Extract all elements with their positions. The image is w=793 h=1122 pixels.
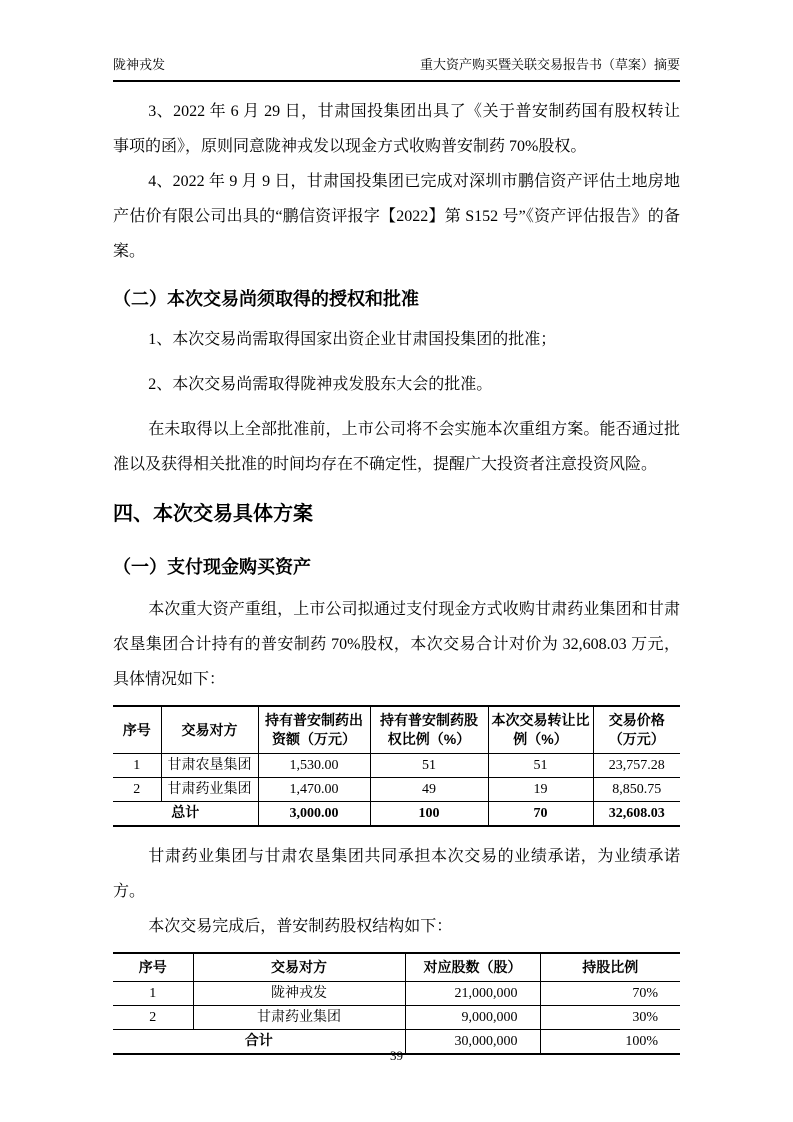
cell-counterparty: 甘肃药业集团 — [161, 778, 258, 802]
table-row — [113, 982, 680, 1006]
cell-counterparty: 陇神戎发 — [193, 982, 405, 1006]
cell-shares: 9,000,000 — [405, 1006, 540, 1030]
table-header-row — [113, 953, 680, 982]
table-shareholding-structure — [113, 952, 680, 1055]
cell-equity-ratio: 49 — [370, 778, 488, 802]
page-header — [113, 0, 680, 82]
cell-shares: 21,000,000 — [405, 982, 540, 1006]
paragraph-approval-3: 3、2022 年 6 月 29 日，甘肃国投集团出具了《关于普安制药国有股权转让事项的函》，原则同意陇神戎发以现金方式收购普安制药 70%股权。 — [113, 103, 680, 155]
paragraph-transaction-intro: 本次重大资产重组，上市公司拟通过支付现金方式收购甘肃药业集团和甘肃农垦集团合计持有的普安制药 70%股权，本次交易合计对价为 32,608.03 万元，具体情况如下： — [113, 601, 680, 688]
cell-capital: 1,470.00 — [258, 778, 370, 802]
column-header-share-ratio: 持股比例 — [540, 953, 680, 982]
column-header-price: 交易价格（万元） — [593, 706, 680, 754]
cell-total-label: 合计 — [113, 1030, 405, 1055]
cell-seq: 2 — [113, 778, 161, 802]
page-footer — [0, 1048, 793, 1064]
cell-transfer-ratio: 19 — [488, 778, 593, 802]
column-header-seq: 序号 — [113, 706, 161, 754]
column-header-transfer-ratio: 本次交易转让比例（%） — [488, 706, 593, 754]
column-header-counterparty: 交易对方 — [161, 706, 258, 754]
cell-counterparty: 甘肃药业集团 — [193, 1006, 405, 1030]
column-header-shares: 对应股数（股） — [405, 953, 540, 982]
cell-total-transfer-ratio: 70 — [488, 802, 593, 827]
cell-transfer-ratio: 51 — [488, 754, 593, 778]
cell-counterparty: 甘肃农垦集团 — [161, 754, 258, 778]
section-heading-cash-purchase: （一）支付现金购买资产 — [113, 557, 311, 577]
section-heading-authorization: （二）本次交易尚须取得的授权和批准 — [113, 289, 419, 309]
cell-total-label: 总计 — [113, 802, 258, 827]
column-header-counterparty: 交易对方 — [193, 953, 405, 982]
cell-price: 23,757.28 — [593, 754, 680, 778]
cell-total-capital: 3,000.00 — [258, 802, 370, 827]
list-item-approval-1: 1、本次交易尚需取得国家出资企业甘肃国投集团的批准； — [148, 331, 557, 348]
cell-capital: 1,530.00 — [258, 754, 370, 778]
header-company-name: 陇神戎发 — [113, 57, 166, 72]
paragraph-approval-4: 4、2022 年 9 月 9 日，甘肃国投集团已完成对深圳市鹏信资产评估土地房地产估价有限公司出具的“鹏信资评报字【2022】第 S152 号”《资产评估报告》的备案。 — [113, 173, 680, 260]
list-item-approval-2: 2、本次交易尚需取得陇神戎发股东大会的批准。 — [148, 376, 493, 393]
paragraph-structure-intro: 本次交易完成后，普安制药股权结构如下： — [148, 918, 453, 935]
paragraph-risk-note: 在未取得以上全部批准前，上市公司将不会实施本次重组方案。能否通过批准以及获得相关批准的时间均存在不确定性，提醒广大投资者注意投资风险。 — [113, 421, 680, 473]
table-equity-transfer — [113, 705, 680, 827]
cell-seq: 2 — [113, 1006, 193, 1030]
cell-equity-ratio: 51 — [370, 754, 488, 778]
column-header-equity-ratio: 持有普安制药股权比例（%） — [370, 706, 488, 754]
cell-total-equity-ratio: 100 — [370, 802, 488, 827]
cell-share-ratio: 30% — [540, 1006, 680, 1030]
table-row — [113, 754, 680, 778]
chapter-heading-transaction-plan: 四、本次交易具体方案 — [113, 503, 313, 525]
column-header-seq: 序号 — [113, 953, 193, 982]
table-row — [113, 1006, 680, 1030]
cell-seq: 1 — [113, 982, 193, 1006]
header-report-title: 重大资产购买暨关联交易报告书（草案）摘要 — [419, 57, 680, 72]
column-header-capital: 持有普安制药出资额（万元） — [258, 706, 370, 754]
paragraph-performance-commitment: 甘肃药业集团与甘肃农垦集团共同承担本次交易的业绩承诺，为业绩承诺方。 — [113, 848, 680, 900]
cell-seq: 1 — [113, 754, 161, 778]
cell-price: 8,850.75 — [593, 778, 680, 802]
table-row — [113, 778, 680, 802]
page-number: 39 — [390, 1048, 403, 1063]
cell-share-ratio: 70% — [540, 982, 680, 1006]
cell-total-price: 32,608.03 — [593, 802, 680, 827]
table-total-row — [113, 802, 680, 827]
table-header-row — [113, 706, 680, 754]
page-content — [113, 94, 680, 1055]
cell-total-share-ratio: 100% — [540, 1030, 680, 1055]
cell-total-shares: 30,000,000 — [405, 1030, 540, 1055]
